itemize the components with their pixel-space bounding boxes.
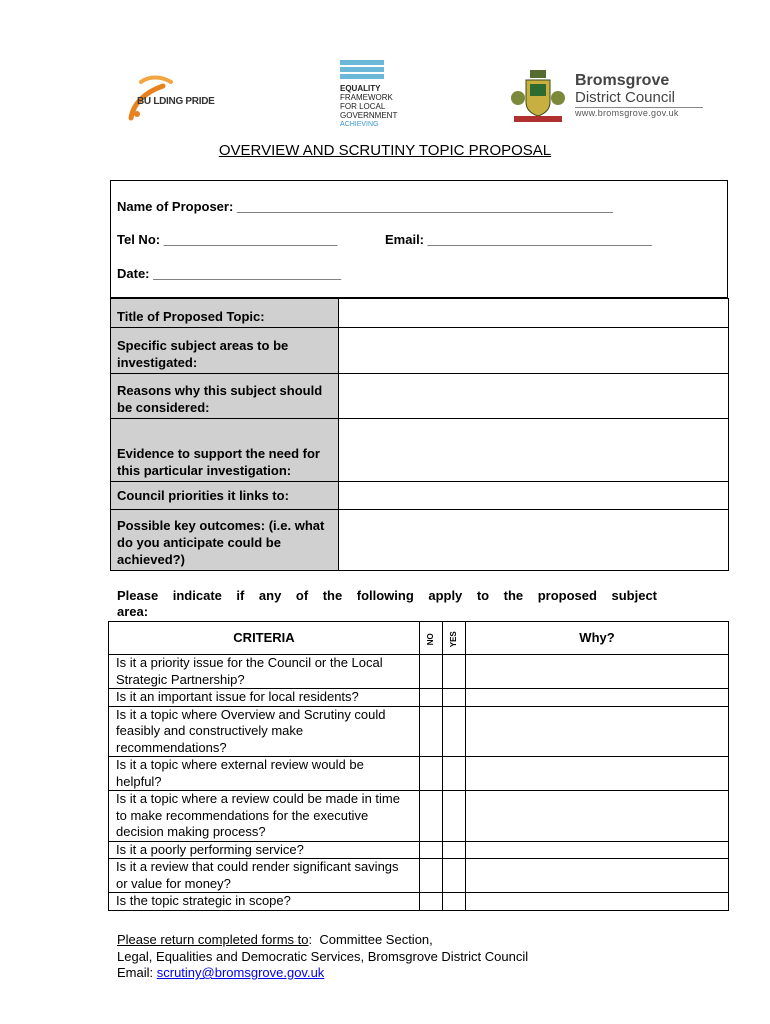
return-to: Committee Section, — [312, 932, 433, 947]
yes-cell[interactable] — [443, 689, 466, 707]
no-cell[interactable] — [420, 655, 443, 689]
council-website: www.bromsgrove.gov.uk — [575, 108, 679, 118]
yes-cell[interactable] — [443, 757, 466, 791]
criteria-text: Is it a topic where external review would be helpful? — [109, 757, 420, 791]
footer — [117, 932, 528, 982]
topic-value-title[interactable] — [339, 299, 729, 328]
bp-text-a: BU LDING — [137, 96, 186, 107]
criteria-header: CRITERIA — [109, 622, 420, 655]
topic-label-evidence: Evidence to support the need for this particular investigation: — [111, 419, 339, 482]
topic-value-subject-areas[interactable] — [339, 328, 729, 374]
why-cell[interactable] — [466, 655, 729, 689]
criteria-text: Is it an important issue for local residents? — [109, 689, 420, 707]
table-row — [109, 859, 729, 893]
council-crest-icon — [508, 68, 568, 128]
why-cell[interactable] — [466, 893, 729, 911]
criteria-table — [108, 621, 729, 911]
email-field[interactable]: Email: _______________________________ — [385, 232, 652, 247]
eq-line-5: ACHIEVING — [340, 121, 379, 128]
topic-label-title: Title of Proposed Topic: — [111, 299, 339, 328]
instruction-line-2: area: — [117, 604, 149, 619]
yes-cell[interactable] — [443, 893, 466, 911]
table-row — [109, 893, 729, 911]
why-cell[interactable] — [466, 859, 729, 893]
instruction-line-1: Please indicate if any of the following apply to the proposed subject — [117, 588, 657, 603]
criteria-text: Is it a topic where Overview and Scrutiny could feasibly and constructively make recommendations? — [109, 706, 420, 757]
eq-line-1: EQUALITY — [340, 84, 381, 93]
council-name-line1: Bromsgrove — [575, 72, 670, 89]
topic-details-table — [110, 298, 729, 571]
table-row — [109, 757, 729, 791]
yes-cell[interactable] — [443, 841, 466, 859]
topic-label-priorities: Council priorities it links to: — [111, 482, 339, 510]
why-cell[interactable] — [466, 706, 729, 757]
topic-value-outcomes[interactable] — [339, 510, 729, 571]
yes-header: YES — [448, 630, 458, 648]
email-label: Email: — [117, 965, 157, 980]
table-row — [109, 655, 729, 689]
criteria-text: Is it a priority issue for the Council or the Local Strategic Partnership? — [109, 655, 420, 689]
topic-label-reasons: Reasons why this subject should be considered: — [111, 374, 339, 419]
no-cell[interactable] — [420, 706, 443, 757]
no-cell[interactable] — [420, 893, 443, 911]
yes-cell[interactable] — [443, 655, 466, 689]
table-row — [109, 841, 729, 859]
council-name-line2: District Council — [575, 89, 676, 106]
equality-bars-icon — [340, 60, 384, 81]
proposer-box — [110, 180, 728, 298]
topic-value-evidence[interactable] — [339, 419, 729, 482]
yes-cell[interactable] — [443, 706, 466, 757]
yes-cell[interactable] — [443, 859, 466, 893]
criteria-text: Is it a review that could render significant savings or value for money? — [109, 859, 420, 893]
eq-line-3: FOR LOCAL — [340, 102, 386, 111]
eq-line-2: FRAMEWORK — [340, 93, 393, 102]
bp-text-b: PRIDE — [185, 96, 215, 107]
table-row — [109, 791, 729, 842]
tel-field[interactable]: Tel No: ________________________ — [117, 232, 338, 247]
criteria-text: Is the topic strategic in scope? — [109, 893, 420, 911]
why-header: Why? — [466, 622, 729, 655]
topic-value-reasons[interactable] — [339, 374, 729, 419]
table-row — [109, 689, 729, 707]
topic-label-subject-areas: Specific subject areas to be investigated: — [111, 328, 339, 374]
table-row — [109, 706, 729, 757]
no-cell[interactable] — [420, 757, 443, 791]
bromsgrove-council-logo — [508, 68, 708, 128]
no-cell[interactable] — [420, 791, 443, 842]
return-colon: : — [308, 932, 313, 947]
why-cell[interactable] — [466, 689, 729, 707]
no-cell[interactable] — [420, 841, 443, 859]
document-title: OVERVIEW AND SCRUTINY TOPIC PROPOSAL — [218, 142, 552, 159]
date-field[interactable]: Date: __________________________ — [117, 266, 342, 281]
no-cell[interactable] — [420, 859, 443, 893]
criteria-text: Is it a topic where a review could be made in time to make recommendations for the executive decision making process? — [109, 791, 420, 842]
why-cell[interactable] — [466, 841, 729, 859]
no-header: NO — [425, 633, 435, 645]
no-cell[interactable] — [420, 689, 443, 707]
yes-cell[interactable] — [443, 791, 466, 842]
topic-label-outcomes: Possible key outcomes: (i.e. what do you anticipate could be achieved?) — [111, 510, 339, 571]
return-label: Please return completed forms to — [117, 932, 309, 947]
why-cell[interactable] — [466, 791, 729, 842]
why-cell[interactable] — [466, 757, 729, 791]
proposer-name-field[interactable]: Name of Proposer: ____________________________________________________ — [117, 199, 613, 214]
topic-value-priorities[interactable] — [339, 482, 729, 510]
criteria-text: Is it a poorly performing service? — [109, 841, 420, 859]
eq-line-4: GOVERNMENT — [340, 111, 398, 120]
building-pride-logo — [123, 74, 233, 124]
email-link[interactable]: scrutiny@bromsgrove.gov.uk — [156, 965, 325, 980]
equality-framework-logo — [338, 60, 418, 132]
return-address: Legal, Equalities and Democratic Services, Bromsgrove District Council — [117, 948, 529, 964]
